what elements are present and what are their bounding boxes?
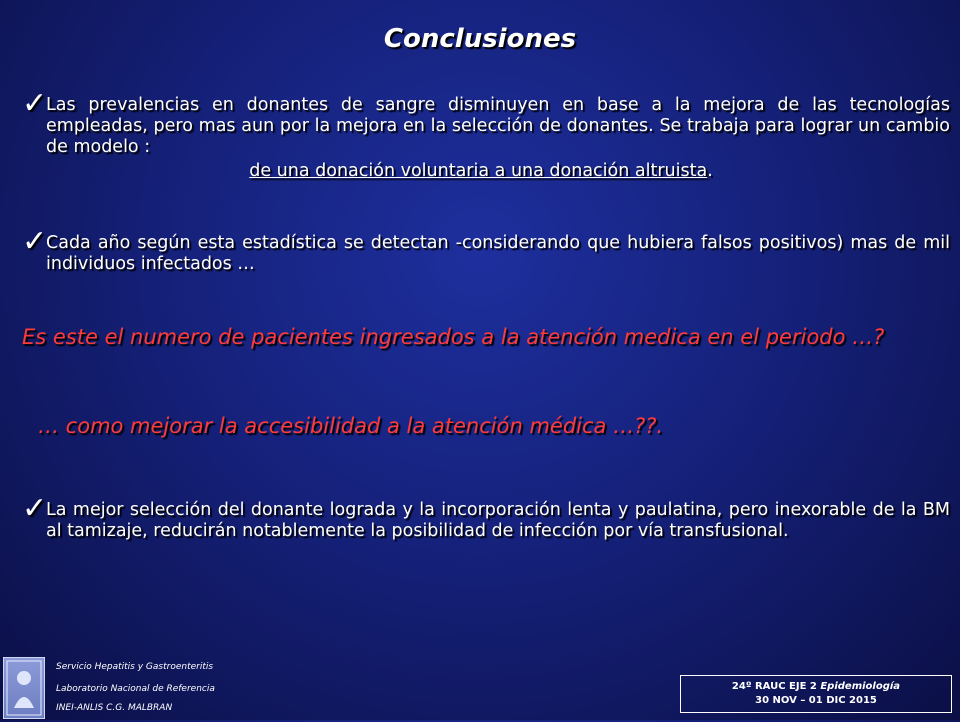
- checkmark-icon: ✓: [22, 86, 48, 121]
- bullet-2: [12, 224, 950, 275]
- event-badge-line-1: [681, 680, 951, 694]
- period: .: [707, 161, 713, 181]
- underlined-phrase: de una donación voluntaria a una donación altruista: [249, 161, 708, 181]
- event-topic: Epidemiología: [820, 681, 901, 692]
- checkmark-icon: ✓: [22, 491, 48, 526]
- institution-logo-icon: [3, 657, 45, 719]
- footer-line-1: Servicio Hepatitis y Gastroenteritis: [56, 662, 214, 672]
- footer-line-2: Laboratorio Nacional de Referencia: [56, 684, 215, 694]
- checkmark-icon: ✓: [22, 224, 48, 259]
- bullet-1: [12, 86, 950, 182]
- slide-title: Conclusiones: [383, 24, 577, 54]
- bullet-2-text: Cada año según esta estadística se detectan -considerando que hubiera falsos positivos) mas de mil individuos infectados …: [46, 233, 950, 274]
- bullet-1-text: Las prevalencias en donantes de sangre disminuyen en base a la mejora de las tecnologías empleadas, pero mas aun por la mejora en la selección de donantes. Se trabaja para lograr un cambio de modelo :: [46, 95, 950, 157]
- event-badge: [680, 675, 952, 713]
- footer-line-3: INEI-ANLIS C.G. MALBRAN: [56, 703, 173, 713]
- event-name: 24º RAUC EJE 2: [731, 681, 817, 692]
- bullet-3-text: La mejor selección del donante lograda y la incorporación lenta y paulatina, pero inexorable de la BM al tamizaje, reducirán notablemente la posibilidad de infección por vía transfusional.: [46, 500, 950, 541]
- bullet-3: [12, 491, 950, 542]
- bullet-1-emphasis: [12, 161, 950, 182]
- question-2: … como mejorar la accesibilidad a la atención médica …??.: [38, 414, 664, 438]
- event-dates: 30 NOV – 01 DIC 2015: [755, 695, 877, 706]
- question-1: Es este el numero de pacientes ingresados a la atención medica en el periodo …?: [22, 325, 885, 349]
